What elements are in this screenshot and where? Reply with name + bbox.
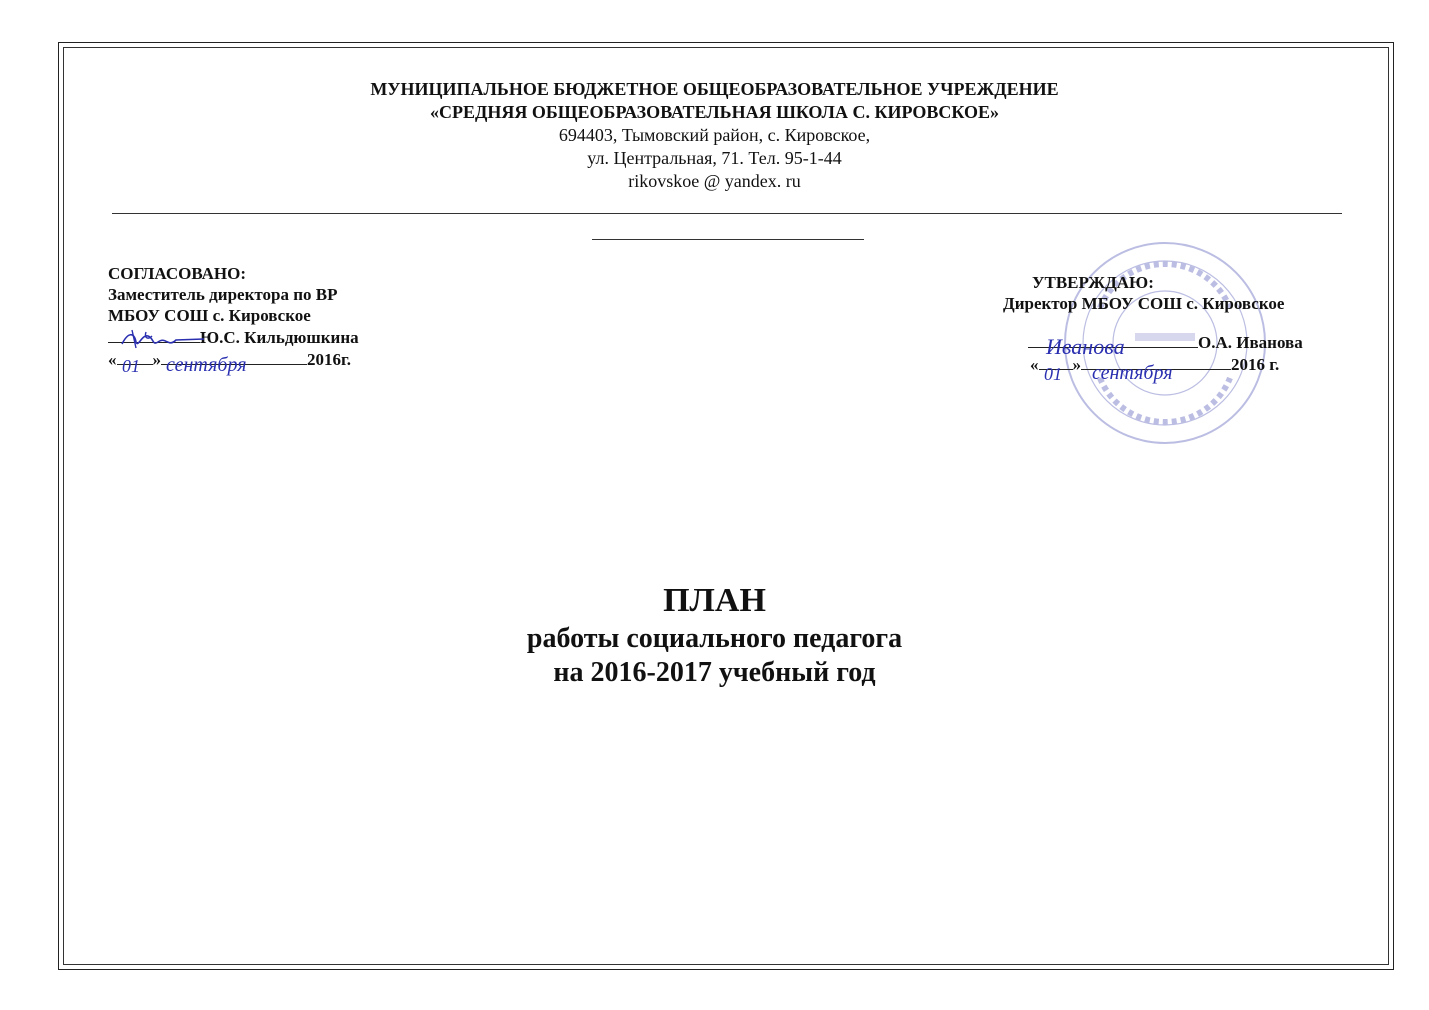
right-date-month-handwritten: сентября bbox=[1092, 362, 1173, 384]
agreed-position: Заместитель директора по ВР bbox=[108, 285, 338, 304]
agreed-name: Ю.С. Кильдюшкина bbox=[200, 328, 359, 347]
header-address: 694403, Тымовский район, с. Кировское, bbox=[558, 125, 871, 145]
right-signature-handwritten: Иванова bbox=[1046, 334, 1125, 359]
title-year: на 2016-2017 учебный год bbox=[553, 657, 876, 688]
document-title bbox=[0, 580, 1429, 690]
left-date-month-handwritten: сентября bbox=[166, 354, 247, 376]
approved-date-line: « » 2016 г. bbox=[1030, 355, 1280, 374]
right-date-day-handwritten: 01 bbox=[1044, 364, 1062, 384]
school-header bbox=[0, 78, 1429, 193]
header-street-phone: ул. Центральная, 71. Тел. 95-1-44 bbox=[587, 148, 842, 168]
approved-position: Директор МБОУ СОШ с. Кировское bbox=[1003, 294, 1285, 313]
agreed-org: МБОУ СОШ с. Кировское bbox=[108, 306, 311, 325]
agreed-heading: СОГЛАСОВАНО: bbox=[108, 264, 247, 283]
header-email: rikovskoe @ yandex. ru bbox=[628, 171, 801, 191]
header-line-1: МУНИЦИПАЛЬНОЕ БЮДЖЕТНОЕ ОБЩЕОБРАЗОВАТЕЛЬНОЕ УЧРЕЖДЕНИЕ bbox=[370, 79, 1059, 99]
approved-year: 2016 г. bbox=[1231, 355, 1280, 374]
title-subject: работы социального педагога bbox=[526, 623, 903, 654]
header-short-divider bbox=[592, 239, 864, 240]
approved-name: О.А. Иванова bbox=[1198, 333, 1303, 352]
agreed-year: 2016г. bbox=[307, 350, 352, 369]
approved-heading: УТВЕРЖДАЮ: bbox=[1032, 273, 1154, 292]
header-divider bbox=[112, 213, 1342, 214]
title-plan: ПЛАН bbox=[663, 582, 766, 619]
left-date-day-handwritten: 01 bbox=[122, 356, 140, 376]
left-signature bbox=[118, 326, 210, 352]
header-line-2: «СРЕДНЯЯ ОБЩЕОБРАЗОВАТЕЛЬНАЯ ШКОЛА С. КИРОВСКОЕ» bbox=[429, 102, 1000, 122]
agreed-date-line: « » 2016г. bbox=[108, 350, 352, 369]
